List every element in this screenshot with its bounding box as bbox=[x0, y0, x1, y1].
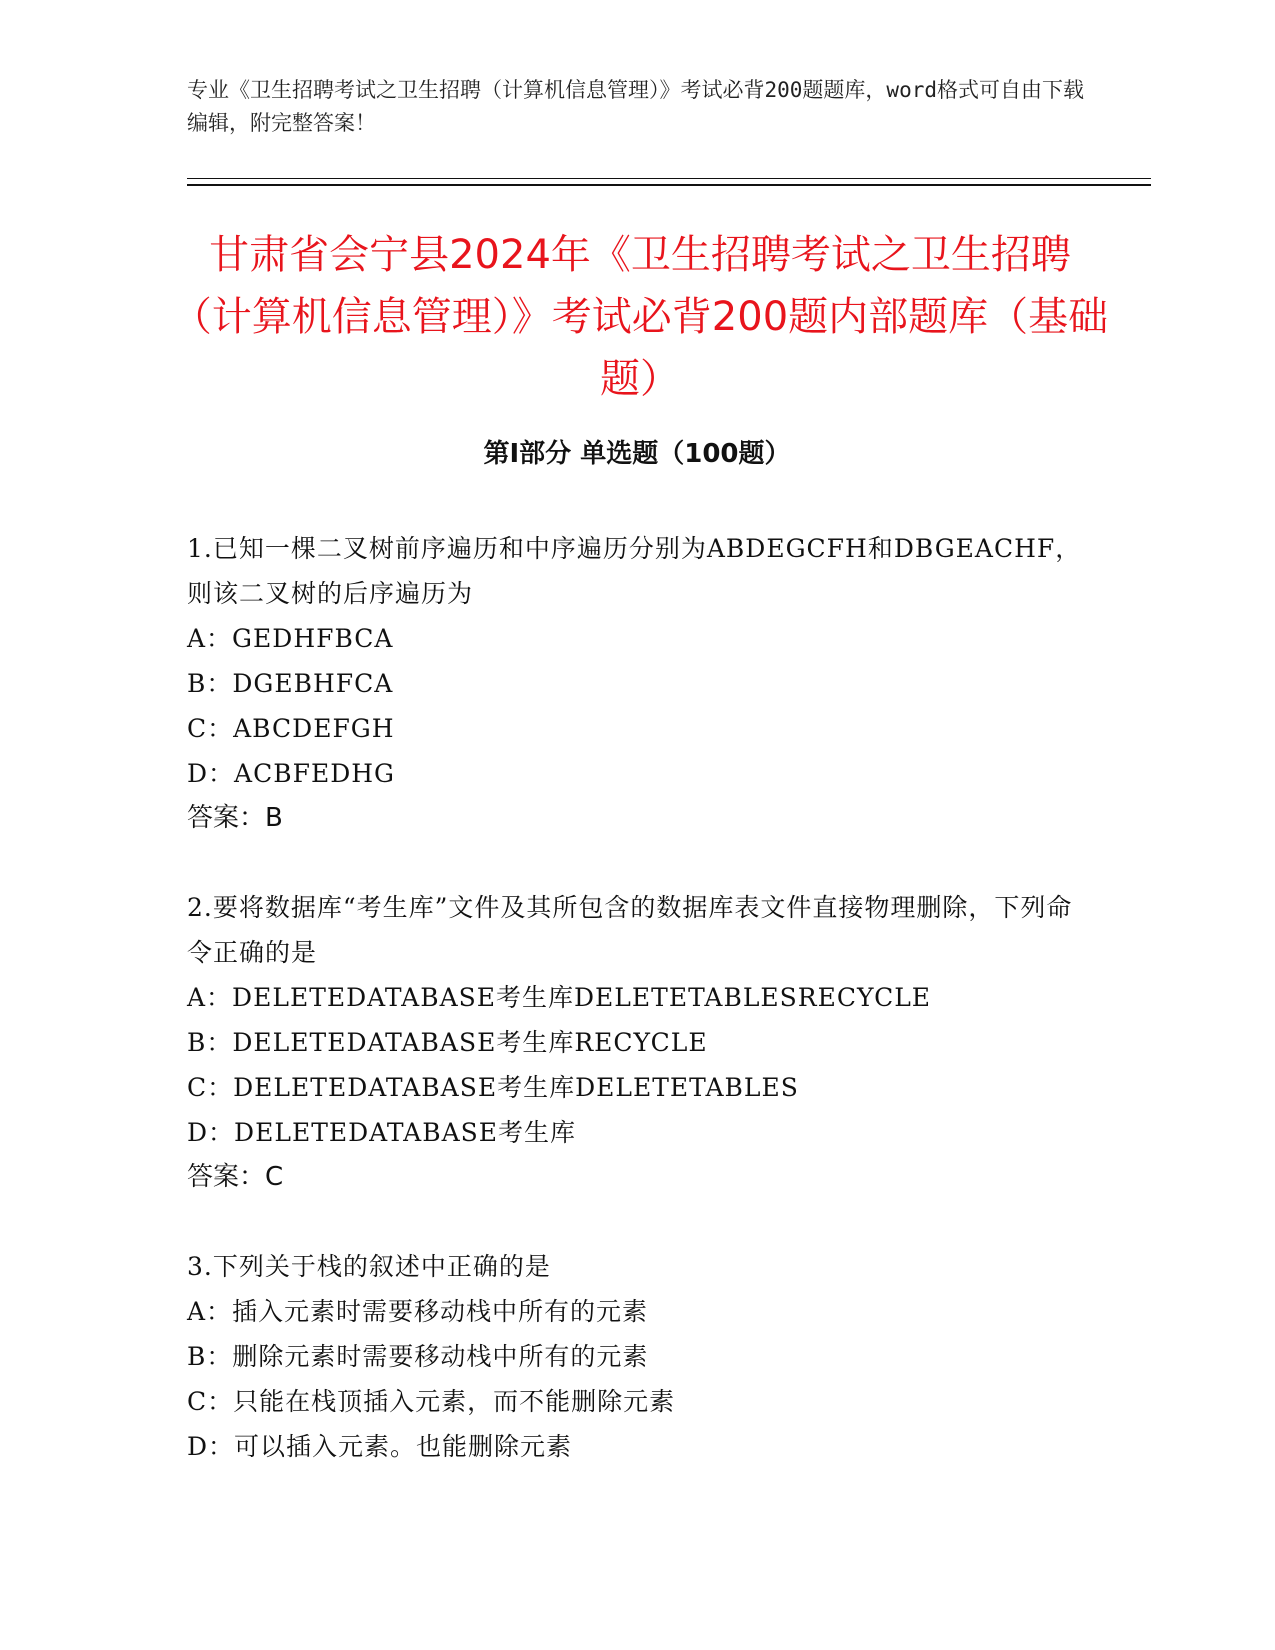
question-3 bbox=[187, 1244, 1087, 1469]
option-c: C：DELETEDATABASE考生库DELETETABLES bbox=[187, 1073, 799, 1102]
question-2 bbox=[187, 885, 1087, 1200]
option-b: B：删除元素时需要移动栈中所有的元素 bbox=[187, 1342, 649, 1371]
question-stem: 3.下列关于栈的叙述中正确的是 bbox=[187, 1252, 551, 1281]
question-stem: 2.要将数据库“考生库”文件及其所包含的数据库表文件直接物理删除，下列命令正确的是 bbox=[187, 893, 1073, 967]
answer: 答案：B bbox=[187, 803, 283, 833]
option-a: A：GEDHFBCA bbox=[187, 624, 394, 653]
option-c: C：只能在栈顶插入元素，而不能删除元素 bbox=[187, 1387, 676, 1416]
section-title: 第Ⅰ部分 单选题（100题） bbox=[483, 439, 791, 469]
option-d: D：可以插入元素。也能删除元素 bbox=[187, 1432, 573, 1461]
option-a: A：DELETEDATABASE考生库DELETETABLESRECYCLE bbox=[187, 983, 932, 1012]
header-divider-thin bbox=[187, 178, 1151, 179]
header-divider-thick bbox=[187, 184, 1151, 186]
question-list bbox=[187, 526, 1087, 1513]
header-note: 专业《卫生招聘考试之卫生招聘（计算机信息管理）》考试必背200题题库，word格式可自由下载编辑，附完整答案！ bbox=[187, 78, 1084, 135]
document-title: 甘肃省会宁县2024年《卫生招聘考试之卫生招聘（计算机信息管理）》考试必背200题内部题库（基础题） bbox=[171, 232, 1109, 402]
option-b: B：DELETEDATABASE考生库RECYCLE bbox=[187, 1028, 708, 1057]
answer: 答案：C bbox=[187, 1162, 284, 1192]
option-d: D：ACBFEDHG bbox=[187, 759, 396, 788]
option-c: C：ABCDEFGH bbox=[187, 714, 395, 743]
question-1 bbox=[187, 526, 1087, 841]
option-d: D：DELETEDATABASE考生库 bbox=[187, 1118, 577, 1147]
question-stem: 1.已知一棵二叉树前序遍历和中序遍历分别为ABDEGCFH和DBGEACHF，则该二叉树的后序遍历为 bbox=[187, 534, 1082, 608]
option-a: A：插入元素时需要移动栈中所有的元素 bbox=[187, 1297, 649, 1326]
option-b: B：DGEBHFCA bbox=[187, 669, 394, 698]
